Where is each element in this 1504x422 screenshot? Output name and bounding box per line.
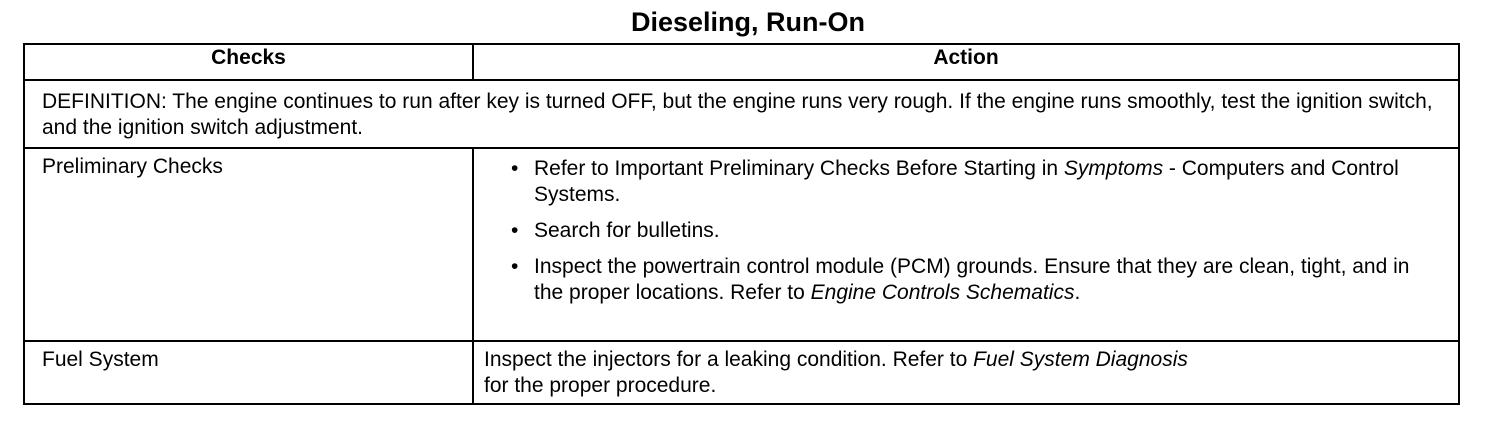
manual-reference-link[interactable]: Engine Controls Schematics — [810, 281, 1075, 304]
action-bullet-list — [484, 156, 1442, 306]
manual-reference-link[interactable]: Fuel System Diagnosis — [973, 348, 1188, 371]
action-cell — [473, 148, 1459, 341]
action-text: Inspect the powertrain control module (PCM) grounds. Ensure that they are clean, tight, and in the proper locations. Refer to — [534, 255, 1410, 304]
definition-row — [24, 80, 1459, 148]
action-text: . — [1074, 281, 1081, 304]
column-header-action: Action — [473, 44, 1459, 80]
page-title: Dieseling, Run-On — [630, 7, 865, 37]
list-item — [484, 156, 1442, 208]
action-text: for the proper procedure. — [484, 374, 717, 397]
action-text: Inspect the injectors for a leaking condition. Refer to — [484, 348, 974, 371]
bullet-icon: • — [511, 255, 519, 278]
bullet-icon: • — [511, 157, 519, 180]
definition-text: DEFINITION: The engine continues to run after key is turned OFF, but the engine runs very rough. If the engine runs smoothly, test the ignition switch, and the ignition switch adjustment. — [24, 80, 1459, 148]
table-row — [24, 148, 1459, 341]
check-cell: Preliminary Checks — [24, 148, 473, 341]
column-header-checks: Checks — [24, 44, 473, 80]
list-item — [484, 218, 1442, 244]
action-text: - Computers and Control Systems. — [534, 157, 1399, 206]
table-row — [24, 341, 1459, 404]
action-text: Refer to Important Preliminary Checks Before Starting in — [534, 157, 1064, 180]
diagnostic-table — [23, 43, 1460, 405]
bullet-icon: • — [511, 219, 519, 242]
manual-reference-link[interactable]: Symptoms — [1063, 157, 1164, 180]
action-text: Search for bulletins. — [534, 219, 720, 242]
action-cell — [473, 341, 1459, 404]
table-header-row — [24, 44, 1459, 80]
list-item — [484, 254, 1442, 306]
check-cell: Fuel System — [24, 341, 473, 404]
